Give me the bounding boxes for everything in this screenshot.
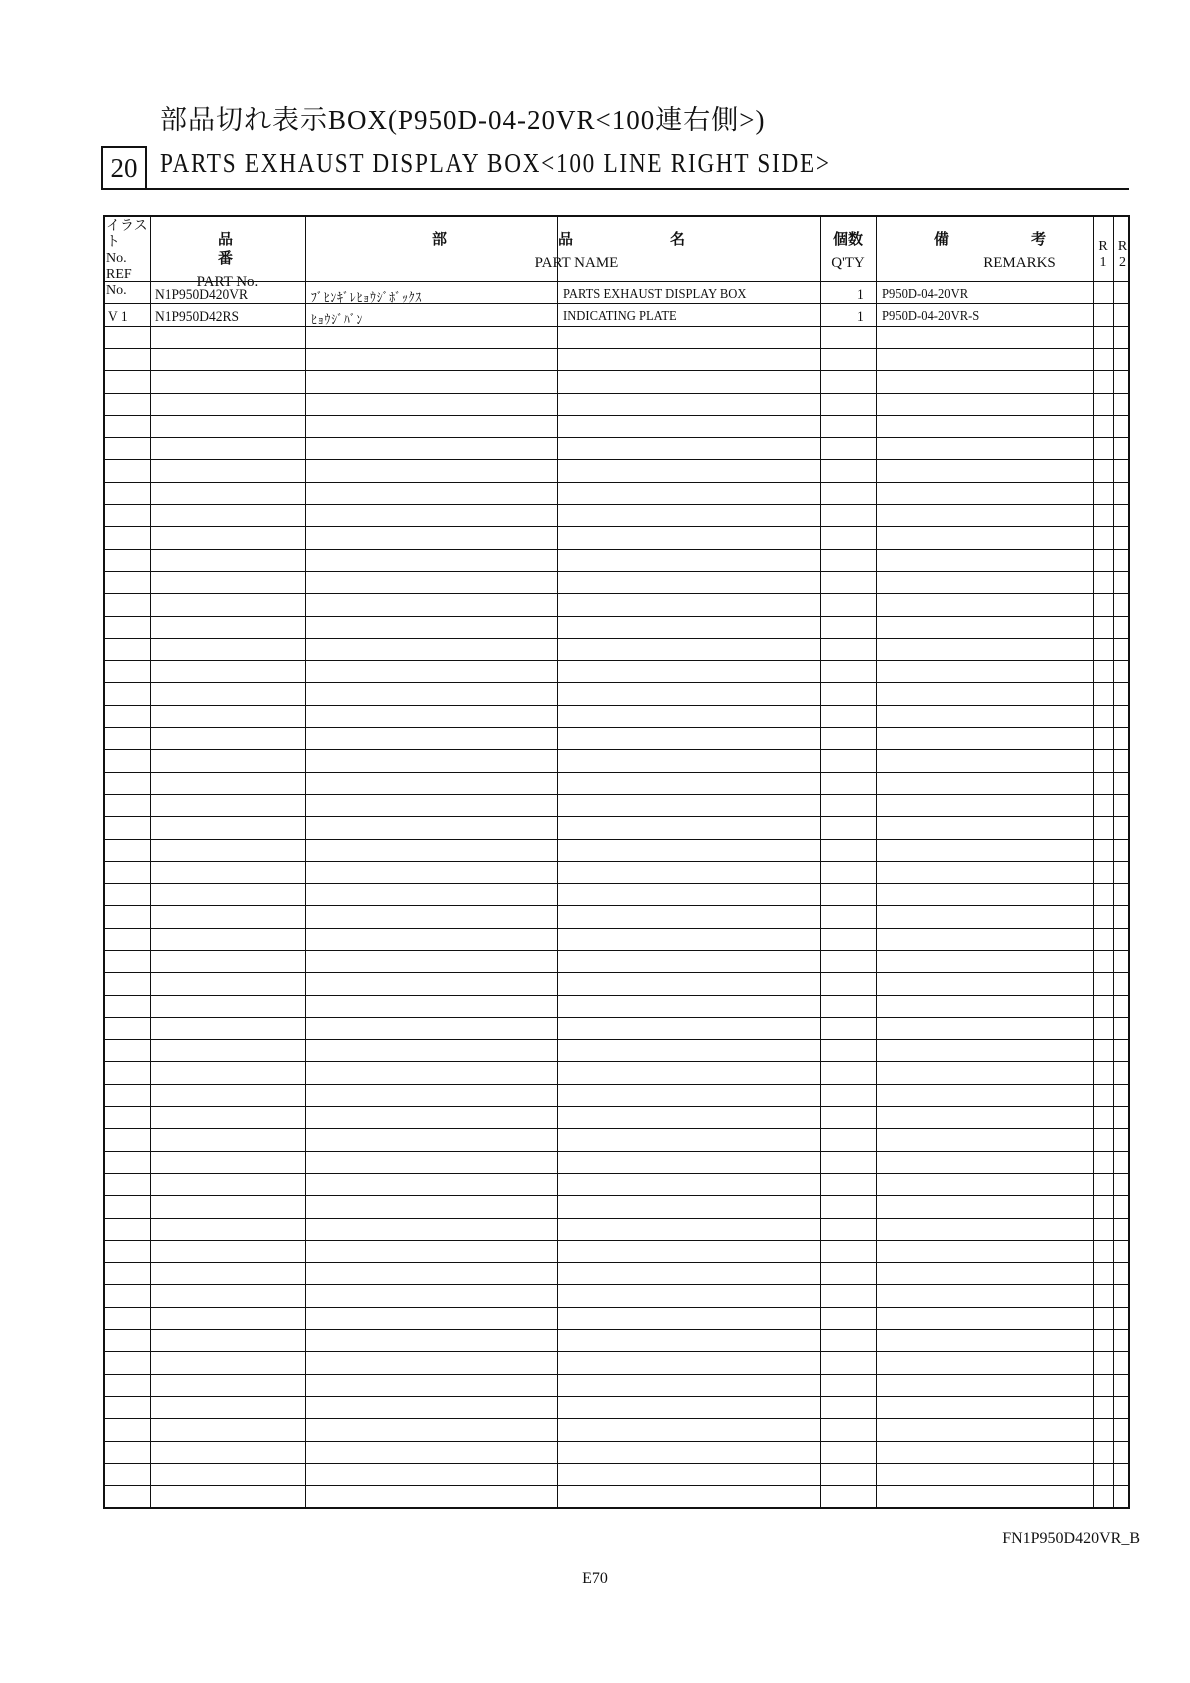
table-row-line xyxy=(105,660,1128,661)
table-row-line xyxy=(105,1128,1128,1129)
page-number: E70 xyxy=(582,1570,608,1587)
table-row-line xyxy=(105,839,1128,840)
table-row-line xyxy=(105,1061,1128,1062)
table-row-line xyxy=(105,950,1128,951)
row-1-name-en: PARTS EXHAUST DISPLAY BOX xyxy=(563,287,747,302)
table-row-line xyxy=(105,526,1128,527)
table-row-line xyxy=(105,437,1128,438)
ref-no-header xyxy=(105,219,151,299)
table-row-line xyxy=(105,1418,1128,1419)
table-row-line xyxy=(105,370,1128,371)
row-1-name-kana: ﾌﾞﾋﾝｷﾞﾚﾋｮｳｼﾞﾎﾞｯｸｽ xyxy=(311,291,423,306)
table-row-line xyxy=(105,549,1128,550)
r1-header-line: R xyxy=(1098,239,1108,254)
table-row-line xyxy=(105,1374,1128,1375)
part-name-header xyxy=(305,231,820,273)
table-row-line xyxy=(105,727,1128,728)
r1-header xyxy=(1093,239,1113,271)
document-code: FN1P950D420VR_B xyxy=(1002,1530,1140,1547)
remarks-jp-char: 備 xyxy=(934,232,950,248)
column-divider xyxy=(557,217,558,1507)
header-rule xyxy=(105,281,1128,282)
table-row-line xyxy=(105,1485,1128,1486)
column-divider xyxy=(1093,217,1094,1507)
column-divider xyxy=(305,217,306,1507)
table-row-line xyxy=(105,1307,1128,1308)
remarks-header-jp xyxy=(876,231,1093,250)
table-row-line xyxy=(105,794,1128,795)
remarks-header xyxy=(876,231,1093,273)
table-row-line xyxy=(105,1151,1128,1152)
row-2-qty: 1 xyxy=(857,309,864,325)
parts-table xyxy=(103,215,1130,1509)
r2-header xyxy=(1113,239,1132,271)
row-1-part-no: N1P950D420VR xyxy=(155,287,249,303)
table-row-line xyxy=(105,571,1128,572)
table-row-line xyxy=(105,1262,1128,1263)
table-row-line xyxy=(105,593,1128,594)
part-name-jp-char: 品 xyxy=(558,232,574,248)
table-row-line xyxy=(105,1039,1128,1040)
r2-header-line: 2 xyxy=(1119,255,1126,270)
ref-header-line: No. xyxy=(106,283,127,298)
section-number: 20 xyxy=(101,146,147,190)
ref-header-line: No. xyxy=(106,251,127,266)
table-row-line xyxy=(105,504,1128,505)
table-row-line xyxy=(105,1441,1128,1442)
part-name-header-jp xyxy=(305,231,820,250)
table-row-line xyxy=(105,816,1128,817)
part-name-header-en: PART NAME xyxy=(534,255,619,271)
row-2-name-kana: ﾋｮｳｼﾞﾊﾞﾝ xyxy=(311,313,364,328)
table-row-line xyxy=(105,326,1128,327)
table-row-line xyxy=(105,1329,1128,1330)
ref-header-line: REF xyxy=(106,267,132,282)
column-divider xyxy=(150,217,151,1507)
table-row-line xyxy=(105,1106,1128,1107)
table-row-line xyxy=(105,1084,1128,1085)
table-row-line xyxy=(105,905,1128,906)
table-row-line xyxy=(105,1463,1128,1464)
table-row-line xyxy=(105,393,1128,394)
table-row-line xyxy=(105,459,1128,460)
qty-header-jp: 個数 xyxy=(832,232,863,248)
qty-header-en: Q'TY xyxy=(831,255,865,271)
row-2-ref-no: V 1 xyxy=(108,309,128,325)
part-name-jp-char: 部 xyxy=(432,232,448,248)
table-row-line xyxy=(105,1195,1128,1196)
column-divider xyxy=(820,217,821,1507)
table-row-line xyxy=(105,348,1128,349)
part-no-header-jp: 品 番 xyxy=(217,232,267,267)
table-row-line xyxy=(105,482,1128,483)
row-1-qty: 1 xyxy=(857,287,864,303)
table-row-line xyxy=(105,1218,1128,1219)
row-2-name-en: INDICATING PLATE xyxy=(563,309,677,324)
ref-header-line: イラスト xyxy=(106,219,148,250)
part-no-header xyxy=(150,231,305,292)
table-row-line xyxy=(105,616,1128,617)
table-row-line xyxy=(105,638,1128,639)
part-no-header-en: PART No. xyxy=(196,274,259,290)
table-row-line xyxy=(105,1396,1128,1397)
table-row-line xyxy=(105,861,1128,862)
remarks-jp-char: 考 xyxy=(1031,232,1047,248)
table-row-line xyxy=(105,415,1128,416)
qty-header xyxy=(820,231,876,273)
table-row-line xyxy=(105,303,1128,304)
table-row-line xyxy=(105,1351,1128,1352)
table-row-line xyxy=(105,883,1128,884)
page-title-japanese: 部品切れ表示BOX(P950D-04-20VR<100連右側>) xyxy=(160,105,766,135)
column-divider xyxy=(1113,217,1114,1507)
table-row-line xyxy=(105,682,1128,683)
table-row-line xyxy=(105,928,1128,929)
remarks-header-en: REMARKS xyxy=(983,255,1056,271)
row-1-remarks: P950D-04-20VR xyxy=(882,287,969,302)
row-2-remarks: P950D-04-20VR-S xyxy=(882,309,980,324)
table-row-line xyxy=(105,705,1128,706)
row-2-part-no: N1P950D42RS xyxy=(155,309,240,325)
r1-header-line: 1 xyxy=(1099,255,1107,270)
title-underline xyxy=(101,188,1129,190)
table-row-line xyxy=(105,1284,1128,1285)
table-row-line xyxy=(105,1240,1128,1241)
table-row-line xyxy=(105,1173,1128,1174)
table-row-line xyxy=(105,1017,1128,1018)
column-divider xyxy=(876,217,877,1507)
table-row-line xyxy=(105,772,1128,773)
page-title-english: PARTS EXHAUST DISPLAY BOX<100 LINE RIGHT SIDE> xyxy=(160,148,831,178)
table-row-line xyxy=(105,995,1128,996)
table-row-line xyxy=(105,749,1128,750)
table-row-line xyxy=(105,972,1128,973)
r2-header-line: R xyxy=(1117,239,1128,254)
part-name-jp-char: 名 xyxy=(670,232,686,248)
